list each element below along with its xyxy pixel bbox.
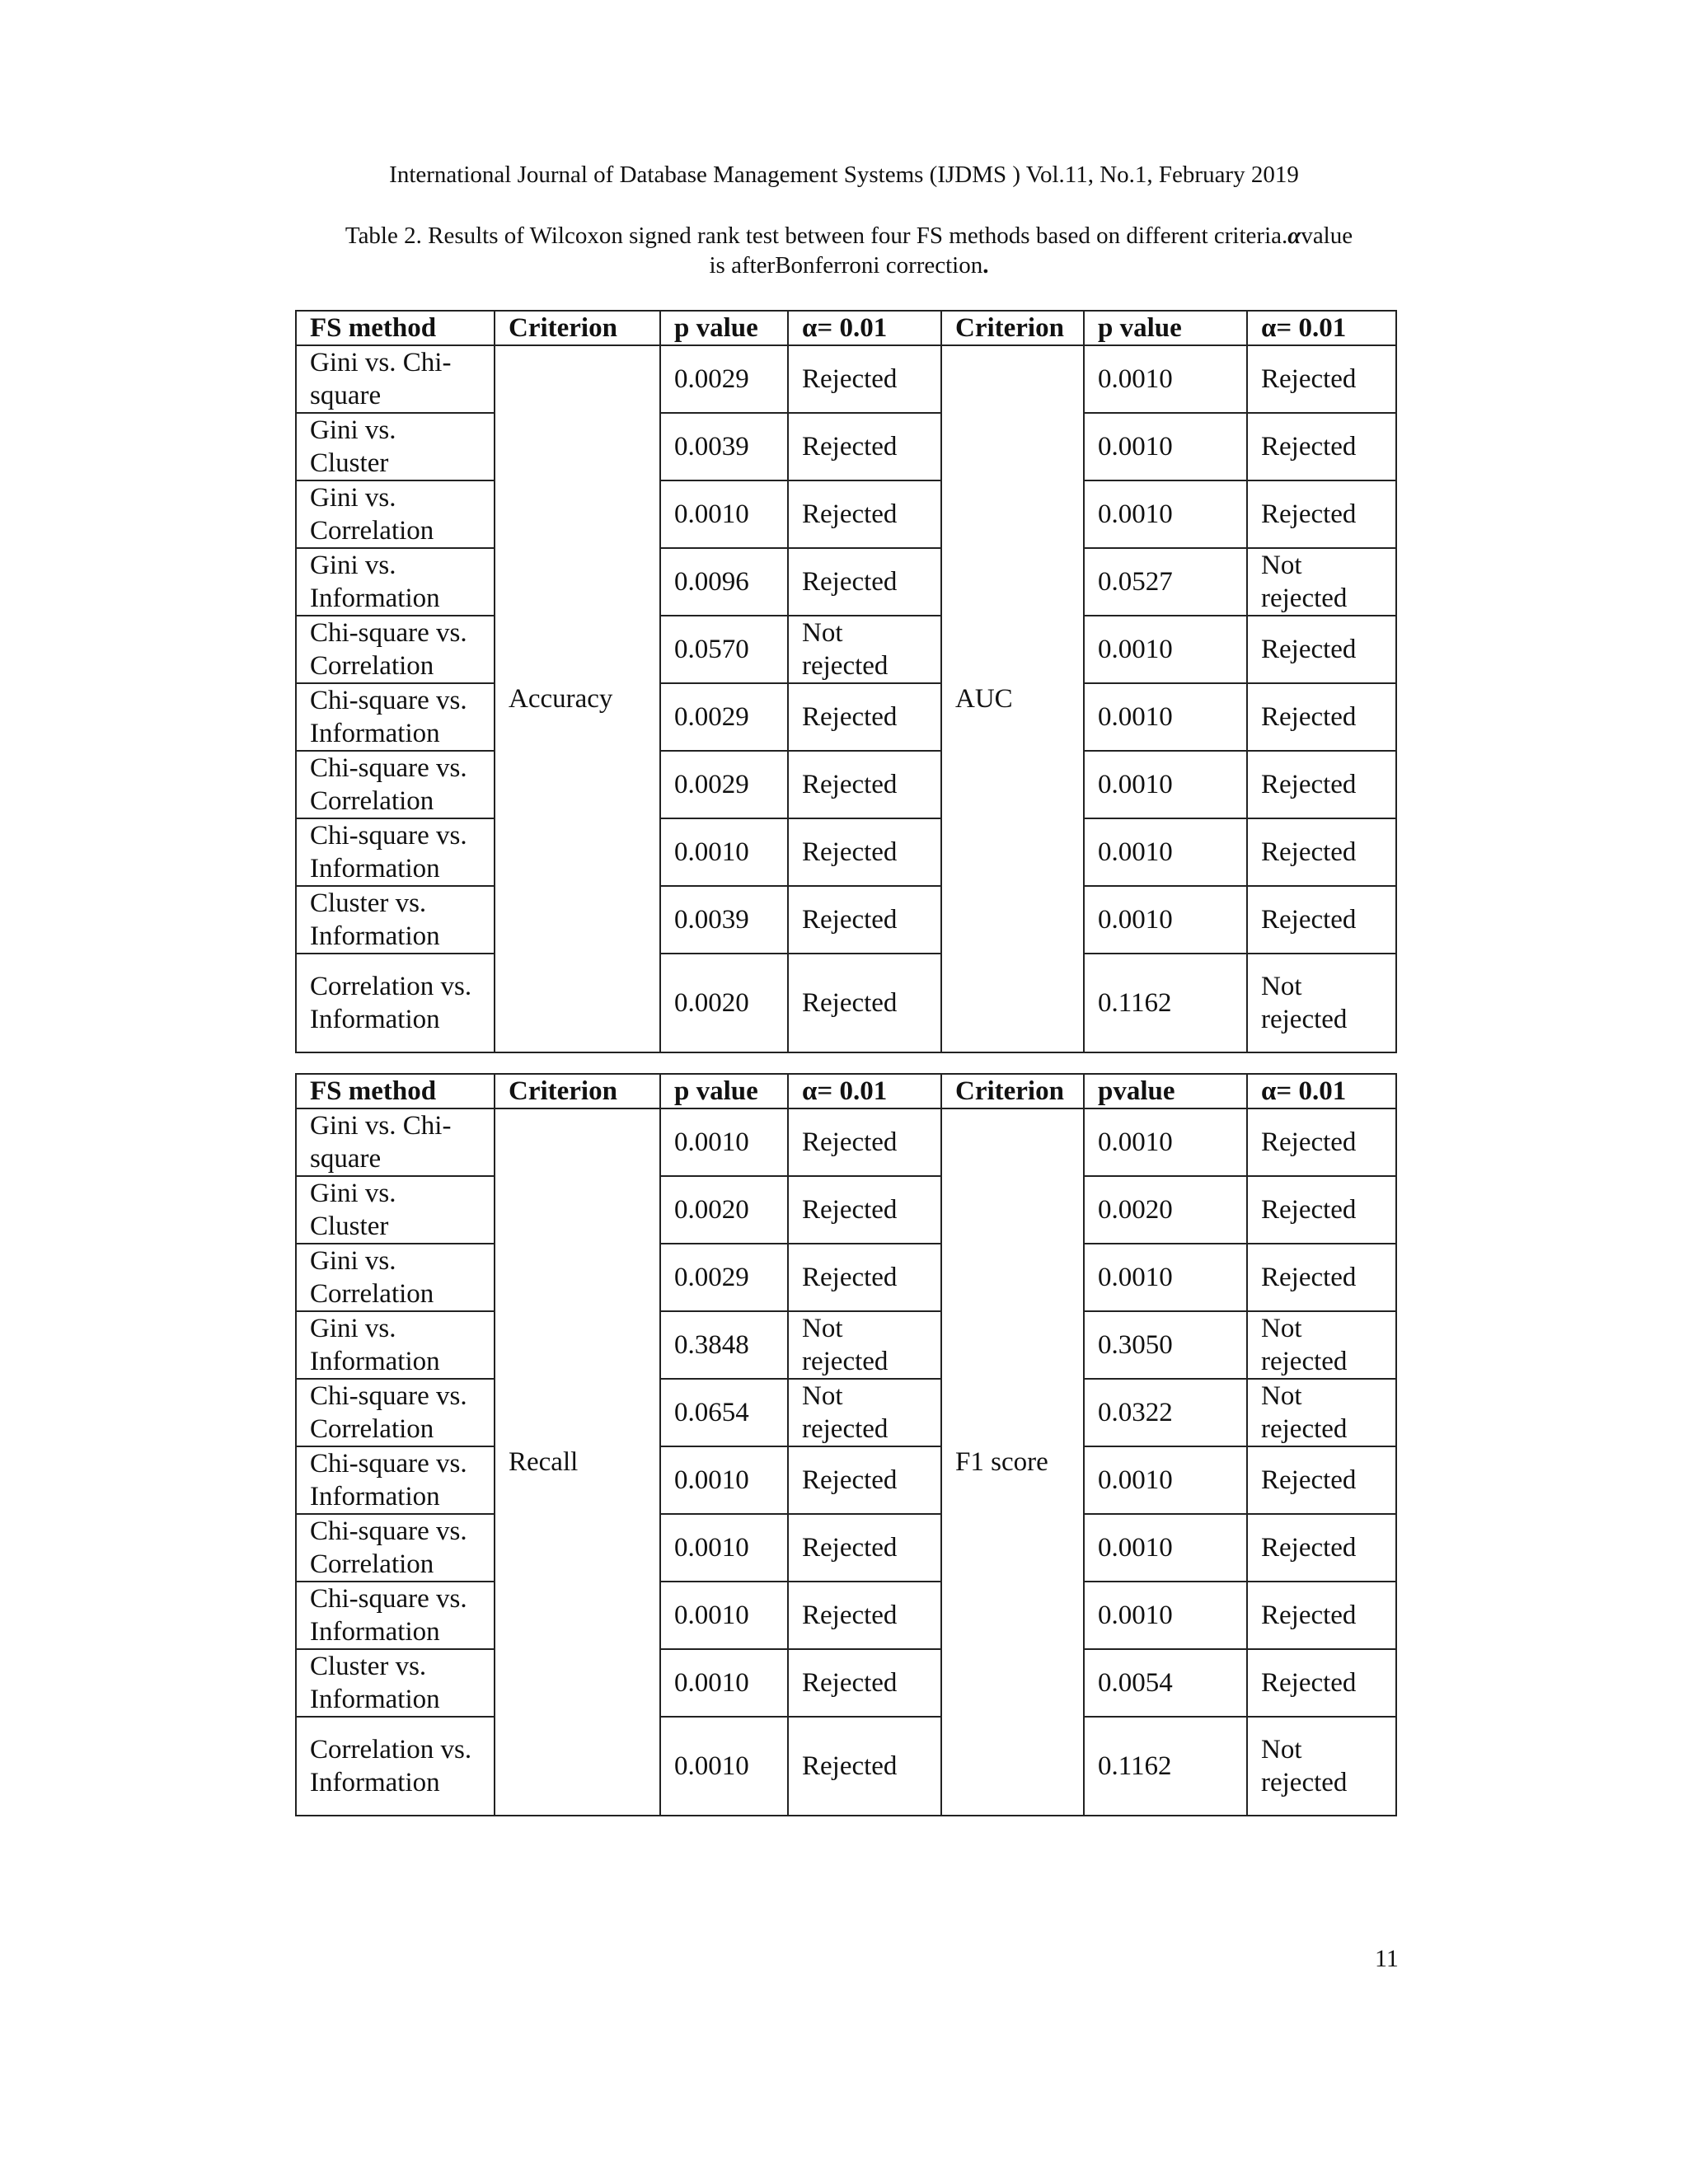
p-value-cell: 0.0010: [1084, 1446, 1247, 1514]
p-value-cell: 0.0010: [1084, 413, 1247, 480]
decision-cell: Rejected: [1247, 886, 1396, 954]
table-row: [296, 954, 1396, 1052]
decision-cell: Rejected: [1247, 413, 1396, 480]
decision-cell: Rejected: [788, 954, 941, 1052]
fs-method-cell: Chi-square vs. Correlation: [296, 751, 495, 818]
decision-cell: Rejected: [788, 345, 941, 413]
decision-cell: Rejected: [1247, 1108, 1396, 1176]
p-value-cell: 0.0322: [1084, 1379, 1247, 1446]
criterion-cell: Recall: [495, 1108, 660, 1816]
p-value-cell: 0.0010: [660, 1649, 788, 1717]
fs-method-cell: Chi-square vs. Information: [296, 818, 495, 886]
table-row: [296, 413, 1396, 480]
p-value-cell: 0.0010: [660, 1514, 788, 1582]
fs-method-cell: Cluster vs. Information: [296, 886, 495, 954]
criterion-cell: AUC: [941, 345, 1084, 1052]
table-row: [296, 1176, 1396, 1244]
p-value-cell: 0.0010: [1084, 886, 1247, 954]
p-value-cell: 0.0654: [660, 1379, 788, 1446]
decision-cell: Not rejected: [1247, 954, 1396, 1052]
caption-line1: Table 2. Results of Wilcoxon signed rank test between four FS methods based on different criteria.: [345, 223, 1288, 249]
p-value-cell: 0.0010: [1084, 751, 1247, 818]
decision-cell: Rejected: [788, 818, 941, 886]
decision-cell: Rejected: [1247, 345, 1396, 413]
decision-cell: Rejected: [788, 1446, 941, 1514]
column-header: p value: [1084, 311, 1247, 345]
fs-method-cell: Cluster vs. Information: [296, 1649, 495, 1717]
fs-method-cell: Gini vs. Chi-square: [296, 1108, 495, 1176]
decision-cell: Not rejected: [1247, 1379, 1396, 1446]
fs-method-cell: Gini vs. Correlation: [296, 1244, 495, 1311]
p-value-cell: 0.0010: [1084, 1582, 1247, 1649]
p-value-cell: 0.0010: [1084, 818, 1247, 886]
decision-cell: Rejected: [788, 1582, 941, 1649]
table-row: [296, 1717, 1396, 1816]
p-value-cell: 0.3848: [660, 1311, 788, 1379]
decision-cell: Rejected: [1247, 818, 1396, 886]
table-row: [296, 1379, 1396, 1446]
column-header: α= 0.01: [788, 311, 941, 345]
p-value-cell: 0.0010: [1084, 616, 1247, 683]
decision-cell: Not rejected: [1247, 1311, 1396, 1379]
table-header-row: [296, 1074, 1396, 1108]
column-header: FS method: [296, 311, 495, 345]
p-value-cell: 0.0096: [660, 548, 788, 616]
decision-cell: Not rejected: [1247, 1717, 1396, 1816]
table-row: [296, 616, 1396, 683]
p-value-cell: 0.1162: [1084, 1717, 1247, 1816]
decision-cell: Rejected: [788, 1244, 941, 1311]
p-value-cell: 0.0570: [660, 616, 788, 683]
fs-method-cell: Gini vs. Cluster: [296, 1176, 495, 1244]
decision-cell: Rejected: [788, 480, 941, 548]
decision-cell: Not rejected: [1247, 548, 1396, 616]
p-value-cell: 0.0029: [660, 751, 788, 818]
decision-cell: Rejected: [788, 1717, 941, 1816]
table-row: [296, 345, 1396, 413]
table-header-row: [296, 311, 1396, 345]
p-value-cell: 0.0010: [1084, 1514, 1247, 1582]
p-value-cell: 0.0039: [660, 413, 788, 480]
fs-method-cell: Chi-square vs. Correlation: [296, 1514, 495, 1582]
p-value-cell: 0.0029: [660, 345, 788, 413]
decision-cell: Rejected: [1247, 1176, 1396, 1244]
decision-cell: Rejected: [788, 1514, 941, 1582]
p-value-cell: 0.0010: [1084, 1244, 1247, 1311]
results-table-accuracy-auc: [295, 310, 1397, 1053]
fs-method-cell: Gini vs. Information: [296, 1311, 495, 1379]
table-row: [296, 751, 1396, 818]
column-header: pvalue: [1084, 1074, 1247, 1108]
p-value-cell: 0.0010: [660, 480, 788, 548]
table-row: [296, 1311, 1396, 1379]
decision-cell: Rejected: [788, 413, 941, 480]
decision-cell: Rejected: [1247, 1649, 1396, 1717]
p-value-cell: 0.0010: [1084, 1108, 1247, 1176]
p-value-cell: 0.0010: [660, 1446, 788, 1514]
decision-cell: Rejected: [1247, 480, 1396, 548]
caption-line1-tail: value: [1301, 223, 1353, 249]
table-caption: [293, 221, 1405, 280]
p-value-cell: 0.0020: [660, 1176, 788, 1244]
column-header: α= 0.01: [1247, 1074, 1396, 1108]
decision-cell: Not rejected: [788, 1379, 941, 1446]
column-header: Criterion: [941, 1074, 1084, 1108]
decision-cell: Rejected: [1247, 1244, 1396, 1311]
decision-cell: Not rejected: [788, 1311, 941, 1379]
column-header: Criterion: [941, 311, 1084, 345]
p-value-cell: 0.0029: [660, 683, 788, 751]
decision-cell: Rejected: [788, 548, 941, 616]
p-value-cell: 0.0010: [1084, 480, 1247, 548]
criterion-cell: F1 score: [941, 1108, 1084, 1816]
fs-method-cell: Gini vs. Information: [296, 548, 495, 616]
decision-cell: Rejected: [1247, 1582, 1396, 1649]
table-row: [296, 1244, 1396, 1311]
decision-cell: Rejected: [1247, 1446, 1396, 1514]
p-value-cell: 0.0010: [660, 818, 788, 886]
table-row: [296, 480, 1396, 548]
column-header: p value: [660, 311, 788, 345]
fs-method-cell: Gini vs. Chi-square: [296, 345, 495, 413]
p-value-cell: 0.0010: [660, 1582, 788, 1649]
decision-cell: Rejected: [788, 1649, 941, 1717]
table-row: [296, 886, 1396, 954]
column-header: FS method: [296, 1074, 495, 1108]
decision-cell: Rejected: [1247, 751, 1396, 818]
results-table-recall-f1: [295, 1073, 1397, 1816]
column-header: Criterion: [495, 311, 660, 345]
fs-method-cell: Gini vs. Cluster: [296, 413, 495, 480]
fs-method-cell: Chi-square vs. Information: [296, 1582, 495, 1649]
p-value-cell: 0.1162: [1084, 954, 1247, 1052]
table-row: [296, 1582, 1396, 1649]
table-row: [296, 1514, 1396, 1582]
fs-method-cell: Chi-square vs. Correlation: [296, 1379, 495, 1446]
p-value-cell: 0.0010: [660, 1717, 788, 1816]
fs-method-cell: Gini vs. Correlation: [296, 480, 495, 548]
page-number: 11: [1375, 1945, 1399, 1972]
fs-method-cell: Chi-square vs. Information: [296, 683, 495, 751]
table-row: [296, 1446, 1396, 1514]
column-header: Criterion: [495, 1074, 660, 1108]
p-value-cell: 0.0039: [660, 886, 788, 954]
caption-line2-end: .: [982, 252, 989, 279]
journal-header: International Journal of Database Management Systems (IJDMS ) Vol.11, No.1, February 2019: [389, 162, 1299, 188]
p-value-cell: 0.0054: [1084, 1649, 1247, 1717]
p-value-cell: 0.0029: [660, 1244, 788, 1311]
decision-cell: Rejected: [1247, 616, 1396, 683]
p-value-cell: 0.3050: [1084, 1311, 1247, 1379]
column-header: α= 0.01: [788, 1074, 941, 1108]
fs-method-cell: Chi-square vs. Correlation: [296, 616, 495, 683]
column-header: p value: [660, 1074, 788, 1108]
p-value-cell: 0.0020: [1084, 1176, 1247, 1244]
decision-cell: Rejected: [788, 886, 941, 954]
decision-cell: Rejected: [788, 1108, 941, 1176]
table-row: [296, 683, 1396, 751]
table-row: [296, 1108, 1396, 1176]
decision-cell: Rejected: [1247, 683, 1396, 751]
decision-cell: Rejected: [788, 751, 941, 818]
column-header: α= 0.01: [1247, 311, 1396, 345]
decision-cell: Rejected: [1247, 1514, 1396, 1582]
table-row: [296, 1649, 1396, 1717]
decision-cell: Rejected: [788, 1176, 941, 1244]
caption-alpha-symbol: α: [1287, 223, 1301, 249]
caption-line2: is afterBonferroni correction: [709, 252, 983, 279]
p-value-cell: 0.0010: [660, 1108, 788, 1176]
decision-cell: Not rejected: [788, 616, 941, 683]
table-row: [296, 548, 1396, 616]
table-row: [296, 818, 1396, 886]
fs-method-cell: Correlation vs. Information: [296, 1717, 495, 1816]
decision-cell: Rejected: [788, 683, 941, 751]
p-value-cell: 0.0020: [660, 954, 788, 1052]
p-value-cell: 0.0527: [1084, 548, 1247, 616]
criterion-cell: Accuracy: [495, 345, 660, 1052]
p-value-cell: 0.0010: [1084, 345, 1247, 413]
fs-method-cell: Chi-square vs. Information: [296, 1446, 495, 1514]
fs-method-cell: Correlation vs. Information: [296, 954, 495, 1052]
p-value-cell: 0.0010: [1084, 683, 1247, 751]
